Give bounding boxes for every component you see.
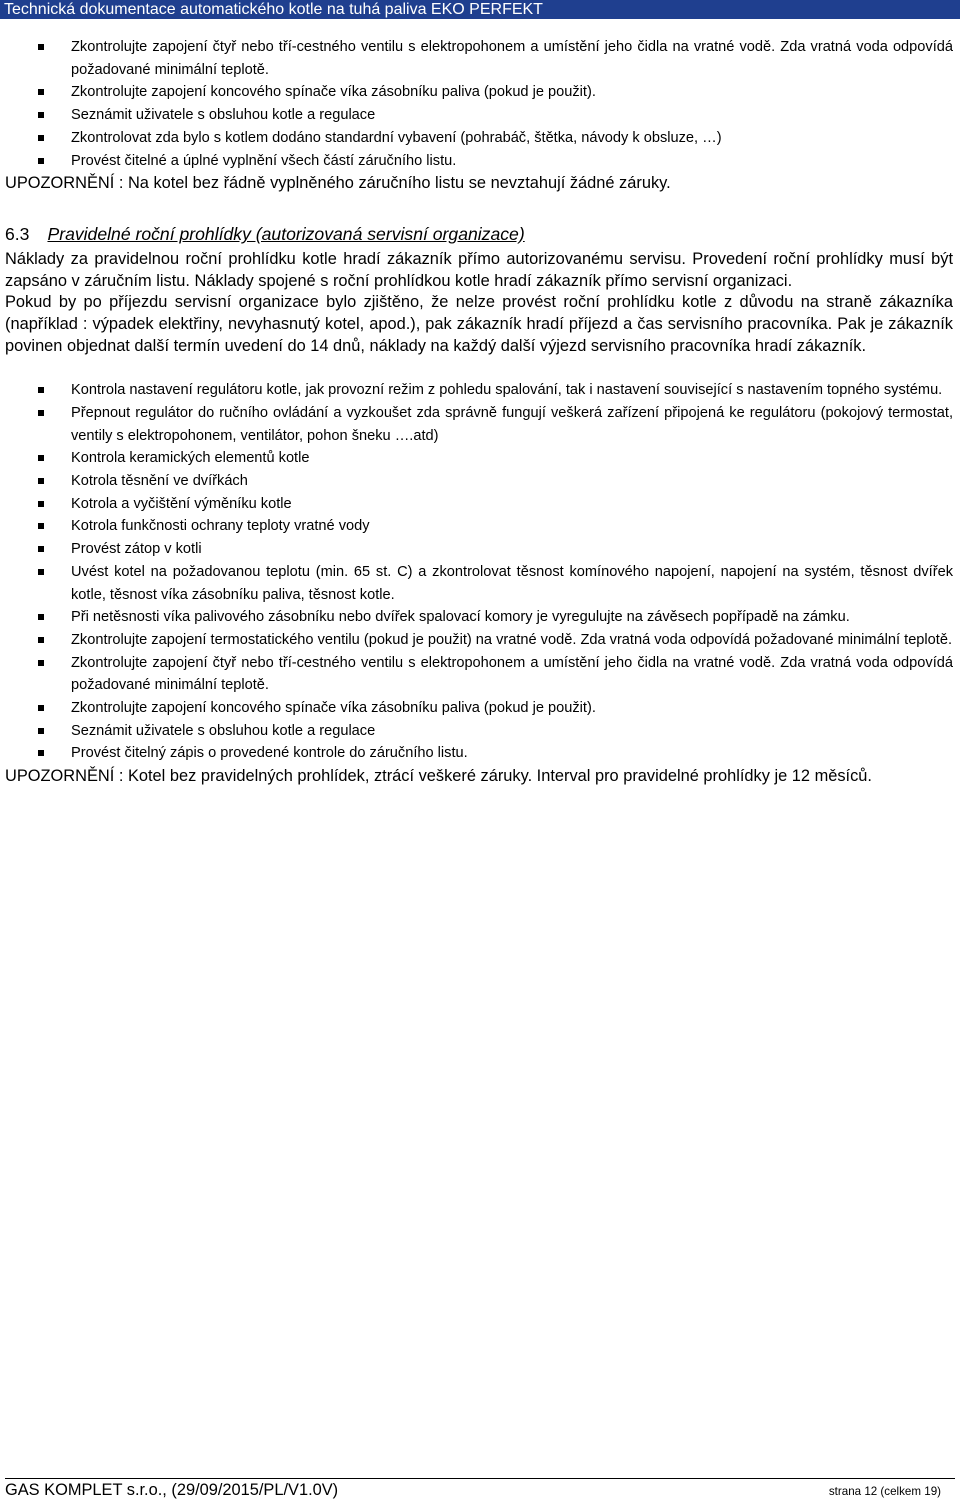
section-title: Pravidelné roční prohlídky (autorizovaná servisní organizace) — [47, 224, 525, 245]
footer-divider — [5, 1478, 955, 1479]
list-item — [5, 629, 953, 652]
list-item — [5, 538, 953, 561]
list-item — [5, 104, 953, 127]
square-bullet-icon — [38, 705, 44, 711]
list-item — [5, 127, 953, 150]
list-item-text: Kontrola nastavení regulátoru kotle, jak provozní režim z pohledu spalování, tak i nastavení související s nastavením topného systému. — [71, 382, 943, 399]
spacer — [5, 357, 953, 379]
square-bullet-icon — [38, 410, 44, 416]
list-item-text: Provést čitelný zápis o provedené kontrole do záručního listu. — [71, 745, 468, 762]
list-item-text: Zkontrolovat zda bylo s kotlem dodáno standardní vybavení (pohrabáč, štětka, návody k obsluze, …) — [71, 129, 722, 146]
paragraph-arrival: Pokud by po příjezdu servisní organizace bylo zjištěno, že nelze provést roční prohlídku kotle z důvodu na straně zákazníka (například : výpadek elektřiny, nevyhasnutý kotel, apod.), pak zákazník hradí příjezd a čas servisního pracovníka. Pak je zákazník povinen objednat další termín uvedení do 14 dnů, náklady na každý další výjezd servisního pracovníka hradí zákazník. — [5, 293, 953, 355]
paragraph-costs: Náklady za pravidelnou roční prohlídku kotle hradí zákazník přímo autorizovanému servisu. Provedení roční prohlídky musí být zapsáno v záručním listu. Náklady spojené s roční prohlídkou kotle hradí zákazník přímo servisní organizaci. — [5, 250, 953, 290]
list-item — [5, 447, 953, 470]
list-item-text: Zkontrolujte zapojení čtyř nebo tří-cestného ventilu s elektropohonem a umístění jeho čidla na vratné vodě. Zda vratná voda odpovídá požadované minimální teplotě. — [71, 39, 953, 78]
list-item — [5, 742, 953, 765]
square-bullet-icon — [38, 728, 44, 734]
list-item — [5, 515, 953, 538]
section-number: 6.3 — [5, 224, 30, 245]
square-bullet-icon — [38, 546, 44, 552]
list-item — [5, 150, 953, 173]
document-header — [0, 0, 960, 19]
list-item-text: Provést čitelné a úplné vyplnění všech částí záručního listu. — [71, 152, 457, 169]
footer-page-number: strana 12 (celkem 19) — [828, 1485, 941, 1498]
list-item-text: Seznámit uživatele s obsluhou kotle a regulace — [71, 107, 376, 124]
page-content — [5, 36, 953, 788]
square-bullet-icon — [38, 478, 44, 484]
square-bullet-icon — [38, 614, 44, 620]
list-item — [5, 697, 953, 720]
list-item — [5, 470, 953, 493]
checklist-top — [5, 36, 953, 172]
warning-warranty-card: UPOZORNĚNÍ : Na kotel bez řádně vyplněného záručního listu se nevztahují žádné záruky. — [5, 174, 671, 193]
list-item-text: Zkontrolujte zapojení termostatického ventilu (pokud je použit) na vratné vodě. Zda vratná voda odpovídá požadované minimální teplotě. — [71, 631, 953, 648]
square-bullet-icon — [38, 637, 44, 643]
square-bullet-icon — [38, 501, 44, 507]
list-item — [5, 81, 953, 104]
square-bullet-icon — [38, 89, 44, 95]
square-bullet-icon — [38, 44, 44, 50]
square-bullet-icon — [38, 569, 44, 575]
list-item — [5, 379, 953, 402]
list-item-text: Kontrola keramických elementů kotle — [71, 450, 310, 467]
list-item-text: Kotrola a vyčištění výměníku kotle — [71, 495, 292, 512]
square-bullet-icon — [38, 135, 44, 141]
square-bullet-icon — [38, 112, 44, 118]
header-title: Technická dokumentace automatického kotle na tuhá paliva EKO PERFEKT — [4, 1, 543, 18]
list-item — [5, 561, 953, 606]
square-bullet-icon — [38, 523, 44, 529]
warning-inspection-interval: UPOZORNĚNÍ : Kotel bez pravidelných prohlídek, ztrácí veškeré záruky. Interval pro pravidelné prohlídky je 12 měsíců. — [5, 767, 872, 786]
list-item-text: Zkontrolujte zapojení čtyř nebo tří-cestného ventilu s elektropohonem a umístění jeho čidla na vratné vodě. Zda vratná voda odpovídá požadované minimální teplotě. — [71, 654, 953, 694]
list-item — [5, 720, 953, 743]
square-bullet-icon — [38, 158, 44, 164]
square-bullet-icon — [38, 387, 44, 393]
list-item — [5, 493, 953, 516]
checklist-annual-inspection — [5, 379, 953, 765]
list-item — [5, 402, 953, 447]
list-item-text: Uvést kotel na požadovanou teplotu (min. 65 st. C) a zkontrolovat těsnost komínového napojení, napojení na systém, těsnost dvířek kotle, těsnost víka zásobníku paliva, těsnost kotle. — [71, 563, 953, 603]
square-bullet-icon — [38, 455, 44, 461]
list-item-text: Provést zátop v kotli — [71, 541, 202, 558]
list-item-text: Kotrola těsnění ve dvířkách — [71, 473, 248, 489]
list-item-text: Zkontrolujte zapojení koncového spínače víka zásobníku paliva (pokud je použit). — [71, 84, 596, 101]
list-item — [5, 36, 953, 81]
list-item-text: Zkontrolujte zapojení koncového spínače víka zásobníku paliva (pokud je použit). — [71, 700, 596, 717]
list-item-text: Přepnout regulátor do ručního ovládání a vyzkoušet zda správně fungují veškerá zařízení připojená ke regulátoru (pokojový termostat, ventily s elektropohonem, ventilátor, pohon šneku ….atd) — [71, 404, 953, 444]
list-item-text: Kotrola funkčnosti ochrany teploty vratné vody — [71, 518, 370, 535]
square-bullet-icon — [38, 660, 44, 666]
square-bullet-icon — [38, 750, 44, 756]
footer-company: GAS KOMPLET s.r.o., (29/09/2015/PL/V1.0V) — [5, 1481, 339, 1499]
list-item — [5, 652, 953, 697]
list-item-text: Při netěsnosti víka palivového zásobníku nebo dvířek spalovací komory je vyregulujte na závěsech popřípadě na zámku. — [71, 609, 850, 626]
list-item — [5, 606, 953, 629]
section-heading — [5, 223, 953, 245]
list-item-text: Seznámit uživatele s obsluhou kotle a regulace — [71, 722, 376, 739]
